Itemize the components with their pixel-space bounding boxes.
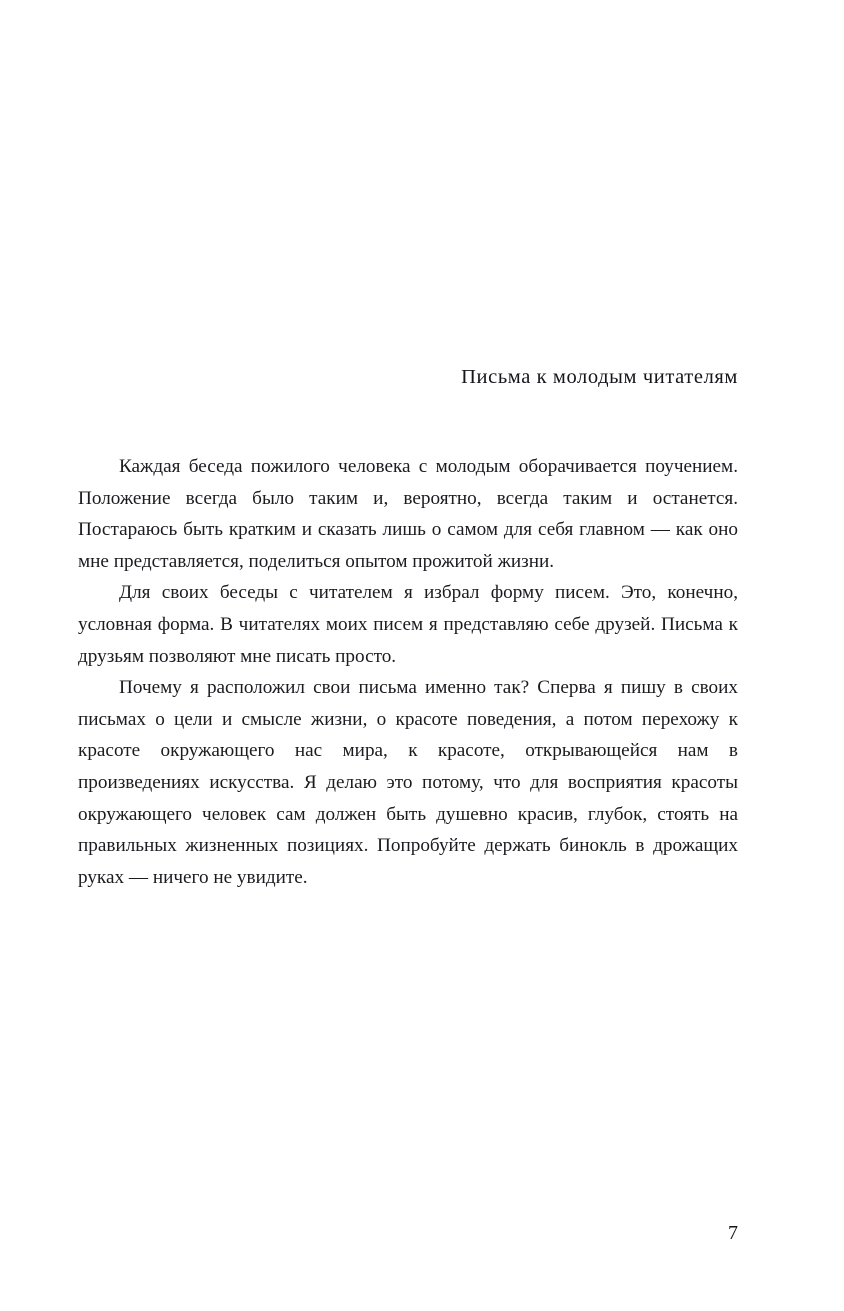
page-content bbox=[78, 366, 738, 893]
paragraph-3: Почему я расположил свои письма именно так? Сперва я пишу в своих письмах о цели и смысле жизни, о красоте поведения, а потом перехожу к красоте окружающего нас мира, к красоте, открывающейся нам в произведениях искусства. Я делаю это потому, что для восприятия красоты окружающего человек сам должен быть душевно красив, глубок, стоять на правильных жизненных позициях. Попробуйте держать бинокль в дрожащих руках — ничего не увидите. bbox=[78, 677, 738, 888]
page-number: 7 bbox=[728, 1222, 738, 1244]
paragraph-2: Для своих беседы с читателем я избрал форму писем. Это, конечно, условная форма. В читателях моих писем я представляю себе друзей. Письма к друзьям позволяют мне писать просто. bbox=[78, 582, 738, 667]
paragraph-1: Каждая беседа пожилого человека с молодым оборачивается поучением. Положение всегда было таким и, вероятно, всегда таким и останется. Постараюсь быть кратким и сказать лишь о самом для себя главном — как оно мне представляется, поделиться опытом прожитой жизни. bbox=[78, 456, 738, 572]
chapter-title: Письма к молодым читателям bbox=[461, 366, 738, 388]
